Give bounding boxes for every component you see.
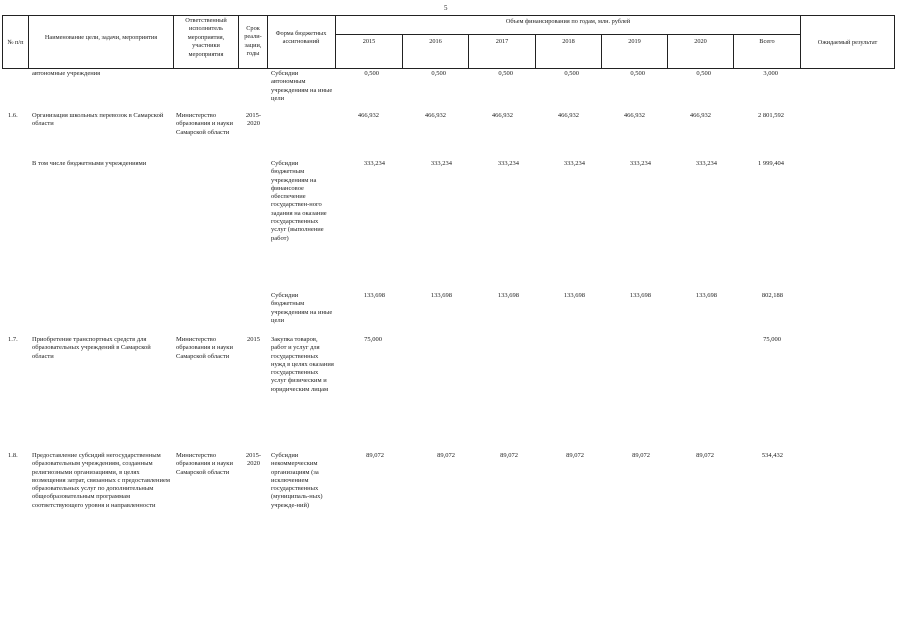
header-year-2017: 2017	[495, 38, 509, 45]
value-2016: 133,698	[430, 292, 452, 299]
header-rule-top	[2, 15, 895, 16]
row-form: Субсидии некоммерческим организациям (за исключением государственных (муниципаль-ных) учрежде-ний)	[271, 452, 323, 509]
header-result: Ожидаемый результат	[817, 39, 878, 46]
row-term: 2015-2020	[245, 112, 262, 128]
value-2015: 89,072	[366, 452, 384, 459]
value-2019: 89,072	[632, 452, 650, 459]
value-2020: 333,234	[695, 160, 717, 167]
row-name: Организация школьных перевозок в Самарской области	[32, 112, 164, 128]
value-2020: 0,500	[696, 70, 711, 77]
value-2015: 75,000	[364, 336, 382, 343]
header-rule-mid	[335, 34, 800, 35]
header-exec: Ответственный исполнитель мероприятия, участники мероприятия	[185, 17, 227, 58]
header-name: Наименование цели, задачи, мероприятия	[44, 34, 158, 41]
row-name: В том числе бюджетными учреждениями	[32, 160, 147, 167]
value-2020: 466,932	[689, 112, 711, 119]
value-total: 534,432	[761, 452, 783, 459]
row-name: автономные учреждения	[32, 70, 101, 77]
row-form: Закупка товаров, работ и услуг для государственных нужд в целях оказания государственных услуг физическим и юридическим лицам	[271, 336, 334, 393]
value-2016: 466,932	[424, 112, 446, 119]
header-year-2019: 2019	[628, 38, 641, 45]
header-vline	[267, 15, 268, 69]
value-2019: 333,234	[629, 160, 651, 167]
value-2018: 0,500	[564, 70, 579, 77]
value-2018: 333,234	[563, 160, 585, 167]
value-2017: 333,234	[497, 160, 519, 167]
row-num: 1.6.	[8, 112, 18, 119]
header-year-2016: 2016	[429, 38, 442, 45]
row-num: 1.8.	[8, 452, 18, 459]
row-exec: Министерство образования и науки Самарской области	[176, 452, 233, 476]
header-form: Форма бюджетных ассигнований	[275, 30, 327, 46]
value-2017: 133,698	[497, 292, 519, 299]
header-year-2015: 2015	[362, 38, 376, 45]
header-year-2020: 2020	[694, 38, 707, 45]
value-2019: 466,932	[623, 112, 645, 119]
header-vline	[28, 15, 29, 69]
value-2016: 89,072	[437, 452, 455, 459]
value-total: 2 801,592	[758, 112, 784, 119]
value-2015: 0,500	[364, 70, 379, 77]
row-term: 2015-2020	[245, 452, 262, 468]
header-num: № п/п	[7, 39, 24, 46]
value-2019: 0,500	[630, 70, 645, 77]
value-2015: 133,698	[363, 292, 385, 299]
value-2017: 466,932	[491, 112, 513, 119]
header-term: Срок реали-зации, годы	[244, 25, 262, 58]
value-total: 1 999,404	[758, 160, 784, 167]
row-term: 2015	[247, 336, 260, 343]
row-exec: Министерство образования и науки Самарской области	[176, 112, 233, 136]
page-number: 5	[444, 4, 448, 12]
value-2016: 0,500	[431, 70, 446, 77]
value-2016: 333,234	[430, 160, 452, 167]
value-2019: 133,698	[629, 292, 651, 299]
value-total: 3,000	[763, 70, 778, 77]
value-2020: 133,698	[695, 292, 717, 299]
row-name: Предоставление субсидий негосударственным образовательным учреждениям, созданным религиозными организациями, в целях возмещения затрат, связанных с предоставлением образовательных услуг по дополнительным общеобразовательным программам соответствующего уровня и направленности	[32, 452, 171, 509]
header-volume: Объем финансирования по годам, млн. рублей	[505, 18, 631, 25]
value-total: 802,188	[761, 292, 783, 299]
row-num: 1.7.	[8, 336, 18, 343]
value-2017: 0,500	[498, 70, 513, 77]
value-2018: 466,932	[557, 112, 579, 119]
value-2015: 333,234	[363, 160, 385, 167]
row-form: Субсидии бюджетным учреждениям на финансовое обеспечение государствен-ного задания на оказание государственных услуг (выполнение работ)	[271, 160, 327, 242]
row-form: Субсидии бюджетным учреждениям на иные цели	[271, 292, 333, 324]
row-name: Приобретение транспортных средств для образовательных учреждений в Самарской области	[32, 336, 151, 360]
value-2018: 133,698	[563, 292, 585, 299]
header-year-2018: 2018	[562, 38, 575, 45]
header-rule-bottom	[2, 68, 895, 69]
row-form: Субсидии автономным учреждениям на иные цели	[271, 70, 333, 102]
value-2017: 89,072	[500, 452, 518, 459]
value-total: 75,000	[763, 336, 781, 343]
row-exec: Министерство образования и науки Самарской области	[176, 336, 233, 360]
value-2020: 89,072	[696, 452, 714, 459]
header-total: Всего	[759, 38, 775, 45]
value-2018: 89,072	[566, 452, 584, 459]
value-2015: 466,932	[357, 112, 379, 119]
header-vline	[894, 15, 895, 69]
